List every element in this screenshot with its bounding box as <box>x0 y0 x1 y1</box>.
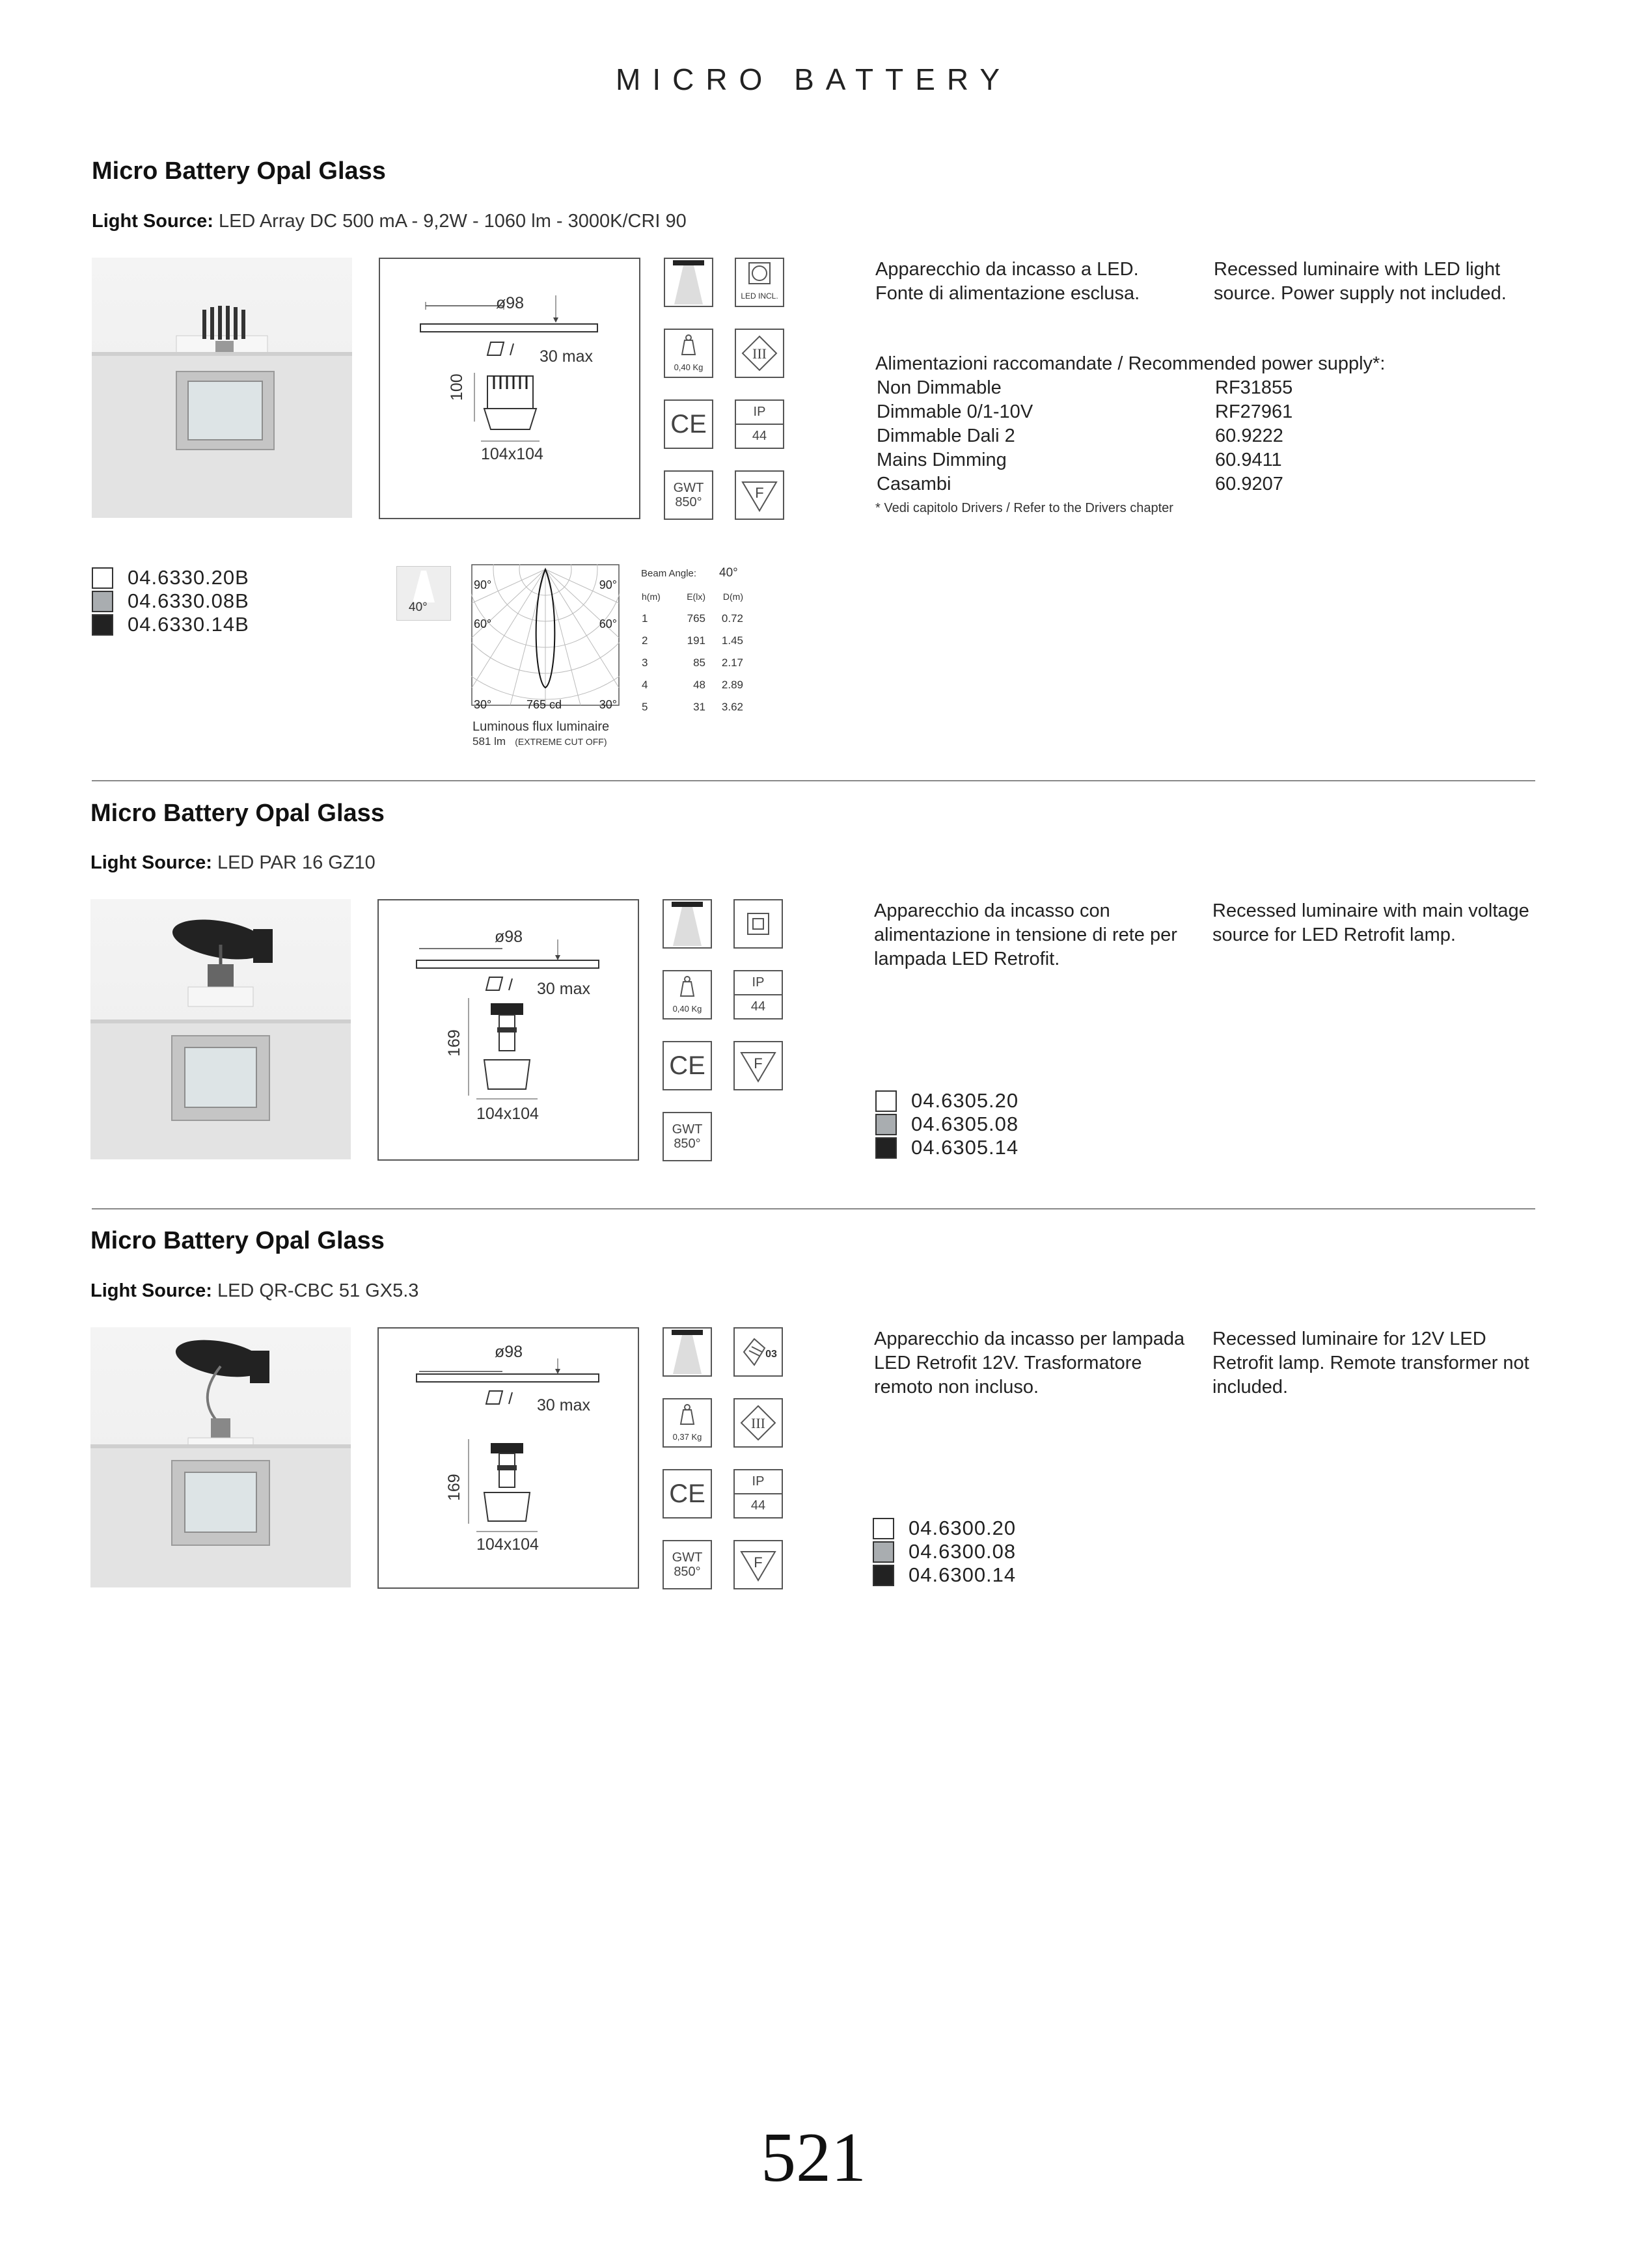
ip-rating-icon: IP 44 <box>733 1469 783 1519</box>
svg-text:F: F <box>755 485 764 501</box>
code-row: 04.6300.08 <box>873 1540 1016 1563</box>
product-codes-3 <box>873 1517 1016 1587</box>
power-supply-title: Alimentazioni raccomandate / Recommended power supply*: <box>875 353 1386 374</box>
color-swatch-black <box>873 1565 894 1586</box>
description-it-2: Apparecchio da incasso con alimentazione in tensione di rete per lampada LED Retrofit. <box>874 900 1177 969</box>
description-it-3: Apparecchio da incasso per lampada LED Retrofit 12V. Trasformatore remoto non incluso. <box>874 1329 1185 1397</box>
class-iii-icon <box>733 1398 783 1448</box>
flux-label: Luminous flux luminaire <box>472 720 610 734</box>
dim-cutout: 104x104 <box>476 1105 539 1123</box>
glow-wire-icon: GWT 850° <box>663 1540 712 1589</box>
photometry-row: 3 85 2.17 <box>642 656 743 669</box>
ip-rating-icon: IP 44 <box>733 970 783 1019</box>
divider-2 <box>92 1208 1535 1209</box>
photometry-row: 4 48 2.89 <box>642 679 743 691</box>
photometry-table: h(m) E(lx) D(m) 1 765 0.72 2 191 1.45 3 85 2.17 4 48 2.89 5 31 3.62 <box>639 586 746 718</box>
product-photo-2 <box>90 899 351 1159</box>
led-included-icon: LED INCL. <box>735 258 784 307</box>
code-row: 04.6330.08B <box>92 589 249 613</box>
color-swatch-grey <box>92 591 113 612</box>
product-codes-1 <box>92 566 249 636</box>
ip-rating-icon: IP 44 <box>735 399 784 449</box>
divider-1 <box>92 780 1535 781</box>
technical-drawing-1 <box>379 258 640 519</box>
dim-height: 100 <box>448 373 466 401</box>
photometry-row: 5 31 3.62 <box>642 701 743 713</box>
svg-text:F: F <box>754 1554 763 1571</box>
dim-cutout: 104x104 <box>481 445 543 463</box>
beam-icon <box>663 899 712 949</box>
photometry-row: 1 765 0.72 <box>642 612 743 625</box>
code-row: 04.6305.14 <box>875 1136 1019 1159</box>
color-swatch-black <box>875 1137 897 1159</box>
color-swatch-white <box>873 1518 894 1539</box>
technical-drawing-3 <box>377 1327 639 1589</box>
color-swatch-white <box>92 567 113 589</box>
beam-angle-icon: 40° <box>396 566 451 621</box>
code-row: 04.6330.20B <box>92 566 249 589</box>
code-row: 04.6330.14B <box>92 613 249 636</box>
power-note: * Vedi capitolo Drivers / Refer to the Drivers chapter <box>875 501 1173 515</box>
svg-text:III: III <box>751 1415 765 1431</box>
f-mark-icon <box>733 1540 783 1589</box>
weight-icon: 0,37 Kg <box>663 1398 712 1448</box>
dim-height: 169 <box>445 1029 463 1057</box>
beam-icon <box>663 1327 712 1377</box>
code-row: 04.6300.14 <box>873 1563 1016 1587</box>
section-title-2: Micro Battery Opal Glass <box>90 800 385 827</box>
beam-angle-value: 40° <box>719 566 738 580</box>
code-row: 04.6305.08 <box>875 1113 1019 1136</box>
power-row: Non Dimmable RF31855 <box>877 377 1293 398</box>
description-en-3: Recessed luminaire for 12V LED Retrofit lamp. Remote transformer not included. <box>1212 1329 1529 1397</box>
color-swatch-grey <box>873 1541 894 1563</box>
f-mark-icon <box>733 1041 783 1090</box>
light-source-2: Light Source: LED PAR 16 GZ10 <box>90 852 376 873</box>
weight-icon: 0,40 Kg <box>664 329 713 378</box>
weight-icon: 0,40 Kg <box>663 970 712 1019</box>
section-title-3: Micro Battery Opal Glass <box>90 1227 385 1254</box>
power-row: Dimmable 0/1-10V RF27961 <box>877 401 1293 422</box>
dim-depth: 30 max <box>537 1396 590 1414</box>
page-title: MICRO BATTERY <box>616 62 1011 96</box>
product-photo-1 <box>92 258 352 518</box>
f-mark-icon <box>735 470 784 520</box>
glow-wire-icon: GWT 850° <box>664 470 713 520</box>
photometry-row: 2 191 1.45 <box>642 634 743 647</box>
dim-diameter: ø98 <box>495 1343 523 1361</box>
beam-angle-label: Beam Angle: <box>641 568 697 579</box>
dim-height: 169 <box>445 1474 463 1501</box>
mm-mark-icon <box>733 1327 783 1377</box>
power-supply-table <box>877 376 1292 496</box>
svg-text:03: 03 <box>765 1349 777 1360</box>
product-codes-2 <box>875 1089 1019 1159</box>
description-en-2: Recessed luminaire with main voltage source for LED Retrofit lamp. <box>1212 900 1529 945</box>
power-row: Mains Dimming 60.9411 <box>877 450 1282 470</box>
dim-depth: 30 max <box>540 347 593 366</box>
ce-icon: CE <box>664 399 713 449</box>
power-row: Casambi 60.9207 <box>877 474 1283 494</box>
svg-text:F: F <box>754 1055 763 1072</box>
svg-text:III: III <box>752 345 767 362</box>
dim-diameter: ø98 <box>496 294 525 312</box>
polar-diagram: 90° 90° 60° 60° 30° 30° 765 cd <box>471 564 620 706</box>
description-it-1: Apparecchio da incasso a LED. Fonte di alimentazione esclusa. <box>875 259 1140 304</box>
flux-value: 581 lm (EXTREME CUT OFF) <box>472 735 607 748</box>
power-row: Dimmable Dali 2 60.9222 <box>877 425 1283 446</box>
product-photo-3 <box>90 1327 351 1587</box>
dim-diameter: ø98 <box>495 928 523 946</box>
page-number: 521 <box>761 2119 866 2196</box>
beam-icon <box>664 258 713 307</box>
ce-icon: CE <box>663 1041 712 1090</box>
color-swatch-black <box>92 614 113 636</box>
light-source-1: Light Source: LED Array DC 500 mA - 9,2W - 1060 lm - 3000K/CRI 90 <box>92 211 687 232</box>
dim-cutout: 104x104 <box>476 1535 539 1554</box>
dim-depth: 30 max <box>537 980 590 998</box>
color-swatch-white <box>875 1090 897 1112</box>
color-swatch-grey <box>875 1114 897 1135</box>
ce-icon: CE <box>663 1469 712 1519</box>
section-title-1: Micro Battery Opal Glass <box>92 157 386 185</box>
technical-drawing-2 <box>377 899 639 1161</box>
code-row: 04.6305.20 <box>875 1089 1019 1113</box>
glow-wire-icon: GWT 850° <box>663 1112 712 1161</box>
code-row: 04.6300.20 <box>873 1517 1016 1540</box>
recessed-icon <box>733 899 783 949</box>
class-iii-icon <box>735 329 784 378</box>
description-en-1: Recessed luminaire with LED light source. Power supply not included. <box>1214 259 1507 304</box>
light-source-3: Light Source: LED QR-CBC 51 GX5.3 <box>90 1280 419 1301</box>
